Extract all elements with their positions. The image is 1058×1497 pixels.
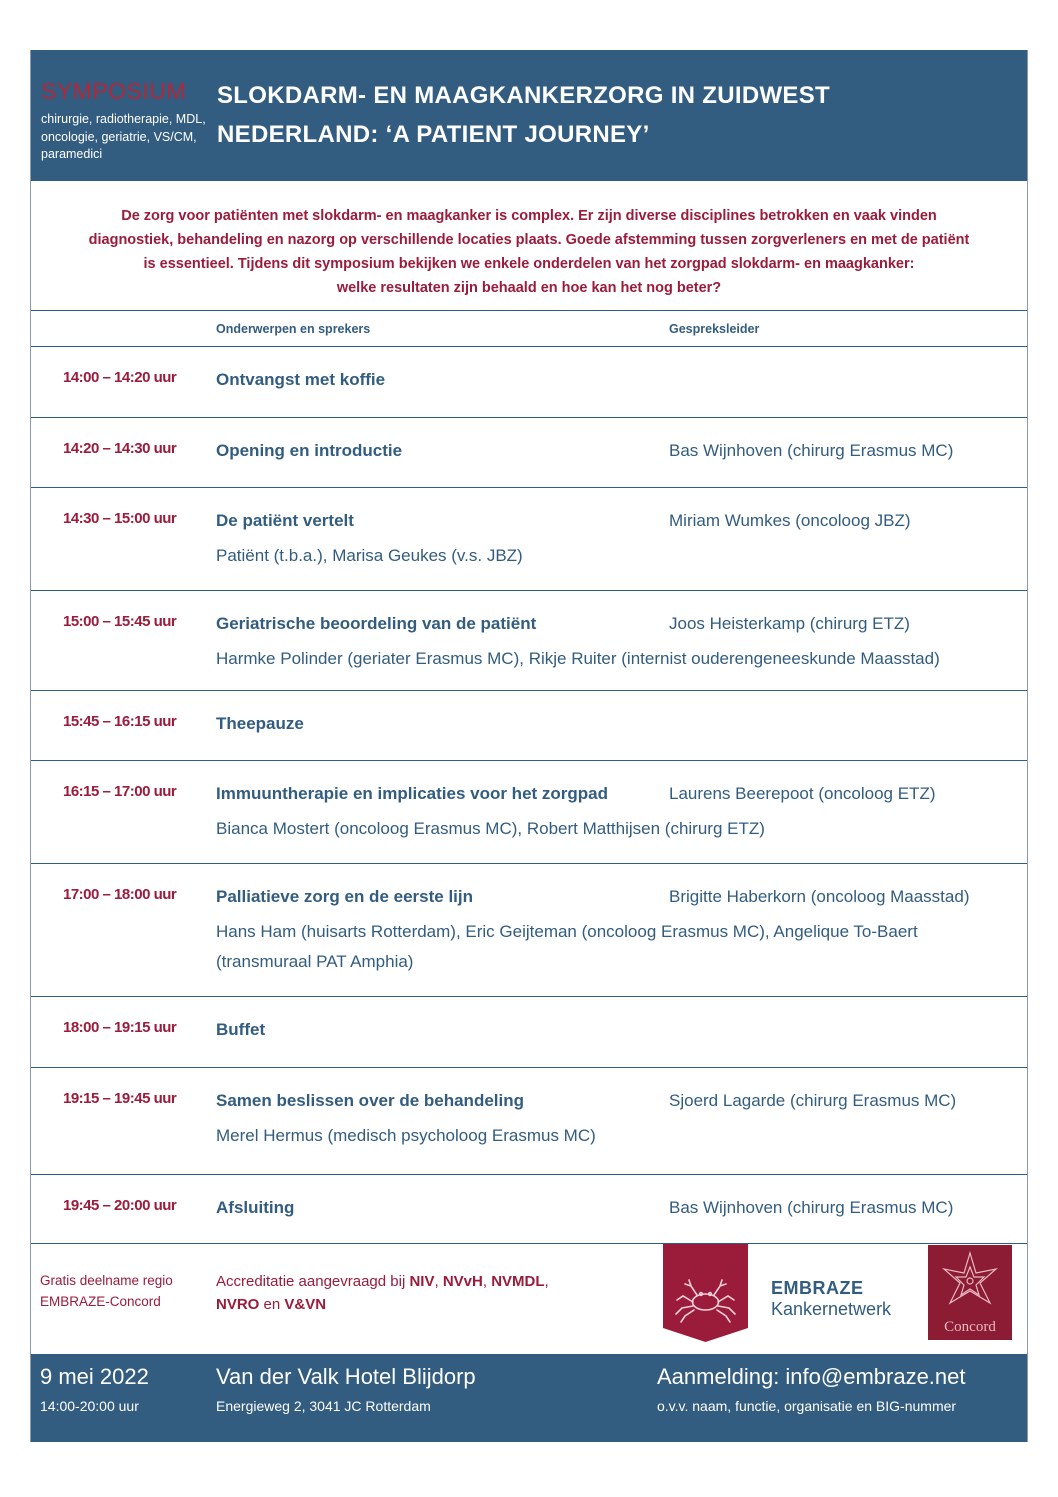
program-row (31, 488, 1027, 591)
row-topic: Palliatieve zorg en de eerste lijn (216, 887, 473, 906)
embraze-name: EMBRAZE (771, 1278, 864, 1298)
chair-header: Gespreksleider (669, 322, 760, 336)
program-row (31, 347, 1027, 418)
intro-line: De zorg voor patiënten met slokdarm- en maagkanker is complex. Er zijn diverse disciplines betrokken en vaak vinden (121, 208, 937, 224)
event-hours: 14:00-20:00 uur (40, 1398, 139, 1414)
accr-nvvh: NVvH (442, 1273, 483, 1290)
row-time: 15:00 – 15:45 uur (63, 613, 177, 630)
program-row (31, 591, 1027, 691)
program-column-headers (31, 310, 1027, 347)
row-chair: Bas Wijnhoven (chirurg Erasmus MC) (669, 441, 954, 460)
row-topic: Buffet (216, 1020, 266, 1039)
accr-prefix: Accreditatie aangevraagd bij (216, 1273, 410, 1290)
title-line-2: NEDERLAND: ‘A PATIENT JOURNEY’ (217, 121, 650, 148)
intro-line: is essentieel. Tijdens dit symposium bekijken we enkele onderdelen van het zorgpad slokdarm- en maagkanker: (143, 256, 915, 272)
row-chair: Miriam Wumkes (oncoloog JBZ) (669, 511, 911, 530)
concord-name: Concord (944, 1319, 996, 1335)
row-time: 14:00 – 14:20 uur (63, 369, 177, 386)
free-participation-note (40, 1270, 173, 1312)
accr-nvro: NVRO (216, 1296, 260, 1313)
row-chair: Joos Heisterkamp (chirurg ETZ) (669, 614, 910, 633)
row-time: 16:15 – 17:00 uur (63, 783, 177, 800)
accr-sep: , (434, 1273, 443, 1290)
embraze-crab-logo-icon (663, 1244, 748, 1342)
free-line: Gratis deelname regio (40, 1273, 173, 1288)
row-time: 17:00 – 18:00 uur (63, 886, 177, 903)
row-speakers: Bianca Mostert (oncoloog Erasmus MC), Robert Matthijsen (chirurg ETZ) (216, 819, 765, 838)
free-line: EMBRAZE-Concord (40, 1294, 161, 1309)
accr-sep: , (482, 1273, 492, 1290)
row-topic: Theepauze (216, 714, 304, 733)
topics-header: Onderwerpen en sprekers (216, 322, 371, 336)
row-speakers: Hans Ham (huisarts Rotterdam), Eric Geijteman (oncoloog Erasmus MC), Angelique To-Baert (transmuraal PAT Amphia) (216, 922, 918, 971)
intro-text (31, 180, 1027, 310)
row-time: 15:45 – 16:15 uur (63, 713, 177, 730)
row-chair: Laurens Beerepoot (oncoloog ETZ) (669, 784, 936, 803)
row-time: 18:00 – 19:15 uur (63, 1019, 177, 1036)
registration-link[interactable]: Aanmelding: info@embraze.net (657, 1364, 966, 1389)
row-chair: Sjoerd Lagarde (chirurg Erasmus MC) (669, 1091, 957, 1110)
program-row (31, 761, 1027, 864)
accr-and: en (259, 1296, 285, 1313)
program-row (31, 1068, 1027, 1175)
row-time: 19:15 – 19:45 uur (63, 1090, 177, 1107)
title-line-1: SLOKDARM- EN MAAGKANKERZORG IN ZUIDWEST (217, 82, 831, 109)
symposium-label: SYMPOSIUM (41, 78, 187, 104)
row-topic: Geriatrische beoordeling van de patiënt (216, 614, 537, 633)
page-title (217, 76, 997, 154)
header-banner (31, 50, 1027, 180)
accreditation-note (216, 1270, 636, 1316)
registration-note: o.v.v. naam, functie, organisatie en BIG-nummer (657, 1398, 957, 1414)
intro-line: diagnostiek, behandeling en nazorg op verschillende locaties plaats. Goede afstemming tussen zorgverleners en met de patiënt (88, 232, 970, 248)
row-topic: Afsluiting (216, 1198, 295, 1217)
row-speakers: Patiënt (t.b.a.), Marisa Geukes (v.s. JBZ) (216, 546, 523, 565)
accr-nvmdl: NVMDL (491, 1273, 545, 1290)
audience-text: chirurgie, radiotherapie, MDL, oncologie, geriatrie, VS/CM, paramedici (41, 112, 206, 161)
concord-logo (928, 1245, 1012, 1340)
row-topic: Opening en introductie (216, 441, 403, 460)
row-topic: Ontvangst met koffie (216, 370, 386, 389)
footer-banner (31, 1354, 1027, 1442)
row-time: 14:20 – 14:30 uur (63, 440, 177, 457)
bottom-info (31, 1244, 1027, 1354)
row-topic: De patiënt vertelt (216, 511, 354, 530)
embraze-subtitle: Kankernetwerk (771, 1299, 892, 1319)
row-topic: Samen beslissen over de behandeling (216, 1091, 524, 1110)
embraze-logo (771, 1278, 891, 1320)
row-speakers: Merel Hermus (medisch psycholoog Erasmus MC) (216, 1126, 596, 1145)
event-date: 9 mei 2022 (40, 1364, 149, 1389)
event-address: Energieweg 2, 3041 JC Rotterdam (216, 1398, 431, 1414)
accr-sep: , (544, 1273, 549, 1290)
flyer-sheet (30, 50, 1028, 1442)
row-time: 14:30 – 15:00 uur (63, 510, 177, 527)
program-row (31, 864, 1027, 997)
program-row (31, 997, 1027, 1068)
row-speakers: Harmke Polinder (geriater Erasmus MC), Rikje Ruiter (internist ouderengeneeskunde Maasstad) (216, 649, 940, 668)
row-chair: Bas Wijnhoven (chirurg Erasmus MC) (669, 1198, 954, 1217)
row-time: 19:45 – 20:00 uur (63, 1197, 177, 1214)
row-topic: Immuuntherapie en implicaties voor het zorgpad (216, 784, 609, 803)
program-row (31, 1175, 1027, 1244)
accr-vvn: V&VN (284, 1296, 327, 1313)
program-row (31, 691, 1027, 761)
program-row (31, 418, 1027, 488)
row-chair: Brigitte Haberkorn (oncoloog Maasstad) (669, 887, 970, 906)
accr-niv: NIV (409, 1273, 435, 1290)
event-venue: Van der Valk Hotel Blijdorp (216, 1364, 476, 1389)
concord-star-icon (928, 1245, 1012, 1317)
intro-line: welke resultaten zijn behaald en hoe kan het nog beter? (336, 280, 722, 296)
